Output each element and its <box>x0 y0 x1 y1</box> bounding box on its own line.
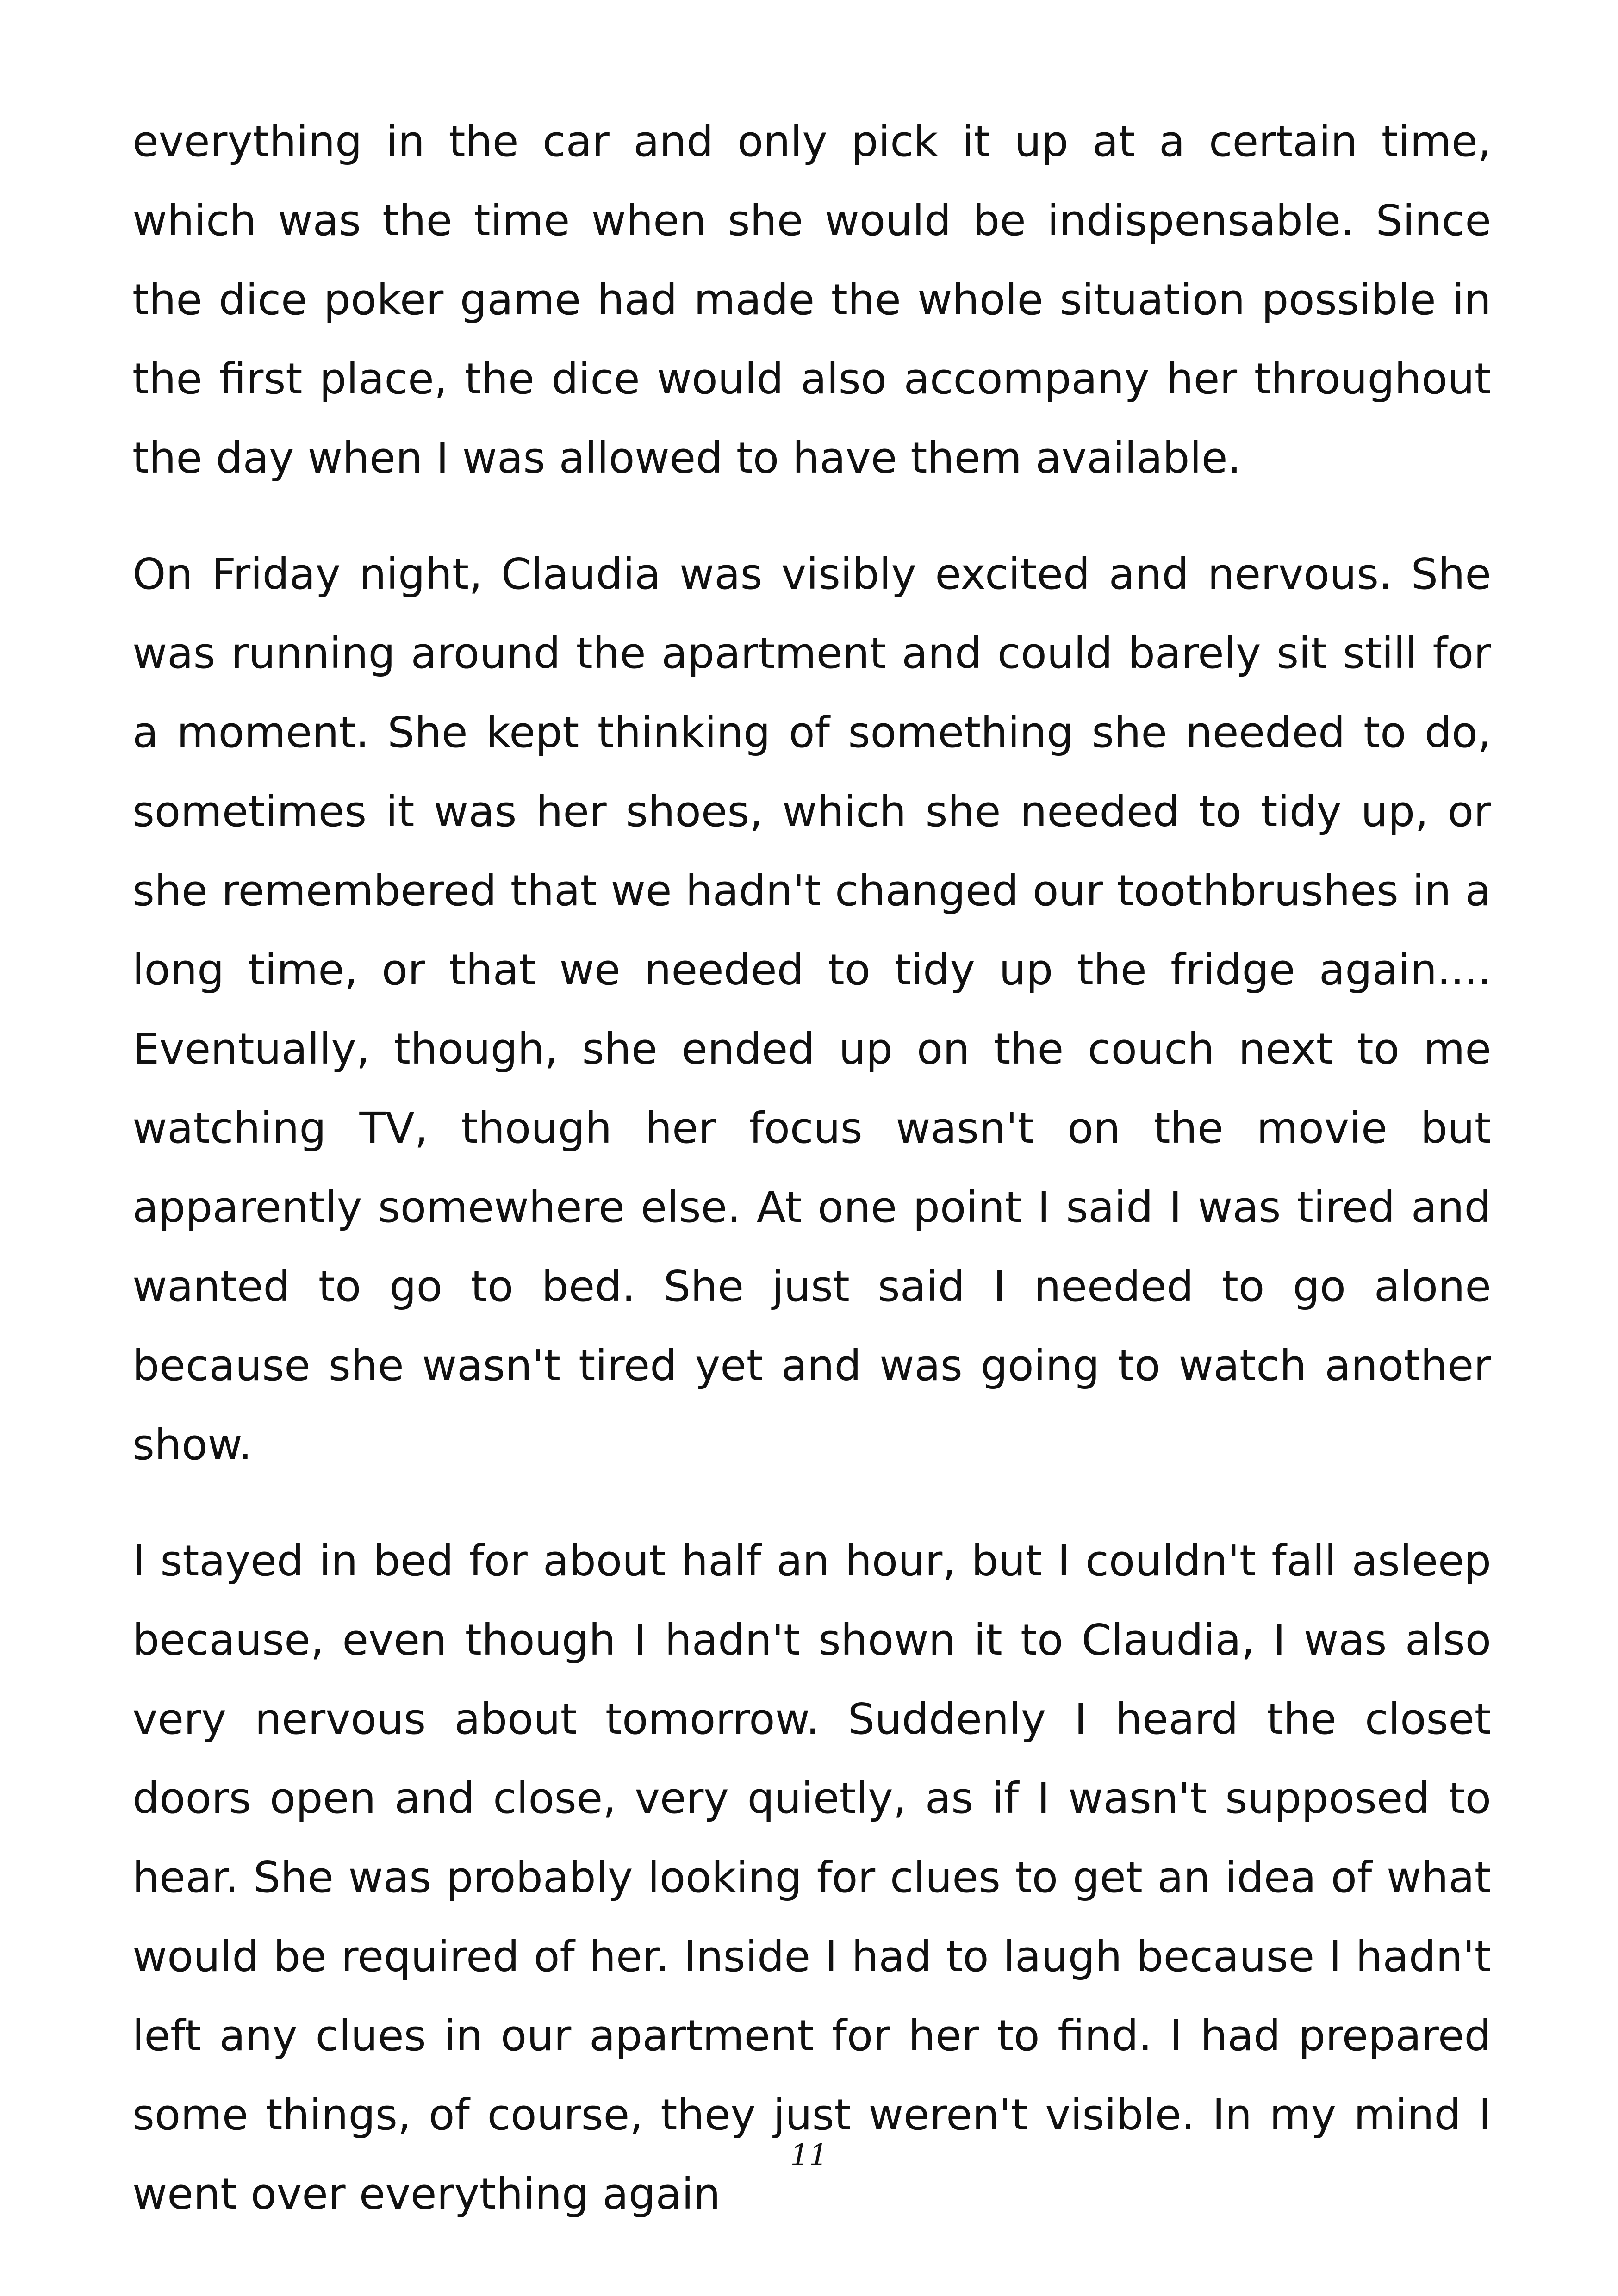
paragraph-1: everything in the car and only pick it up at a certain time, which was the time when she would be indispensable. Since the dice poker game had made the whole situation possible in the first place, the dice would also accompany her throughout the day when I was allowed to have them available. <box>132 117 1491 483</box>
body-text <box>132 102 1491 2271</box>
paragraph-2: On Friday night, Claudia was visibly excited and nervous. She was running around the apartment and could barely sit still for a moment. She kept thinking of something she needed to do, sometimes it was her shoes, which she needed to tidy up, or she remembered that we hadn't changed our toothbrushes in a long time, or that we needed to tidy up the fridge again.... Eventually, though, she ended up on the couch next to me watching TV, though her focus wasn't on the movie but apparently somewhere else. At one point I said I was tired and wanted to go to bed. She just said I needed to go alone because she wasn't tired yet and was going to watch another show. <box>132 549 1491 1469</box>
paragraph-3: I stayed in bed for about half an hour, but I couldn't fall asleep because, even though I hadn't shown it to Claudia, I was also very nervous about tomorrow. Suddenly I heard the closet doors open and close, very quietly, as if I wasn't supposed to hear. She was probably looking for clues to get an idea of what would be required of her. Inside I had to laugh because I hadn't left any clues in our apartment for her to find. I had prepared some things, of course, they just weren't visible. In my mind I went over everything again <box>132 1536 1491 2219</box>
page-number: 11 <box>790 2138 828 2172</box>
